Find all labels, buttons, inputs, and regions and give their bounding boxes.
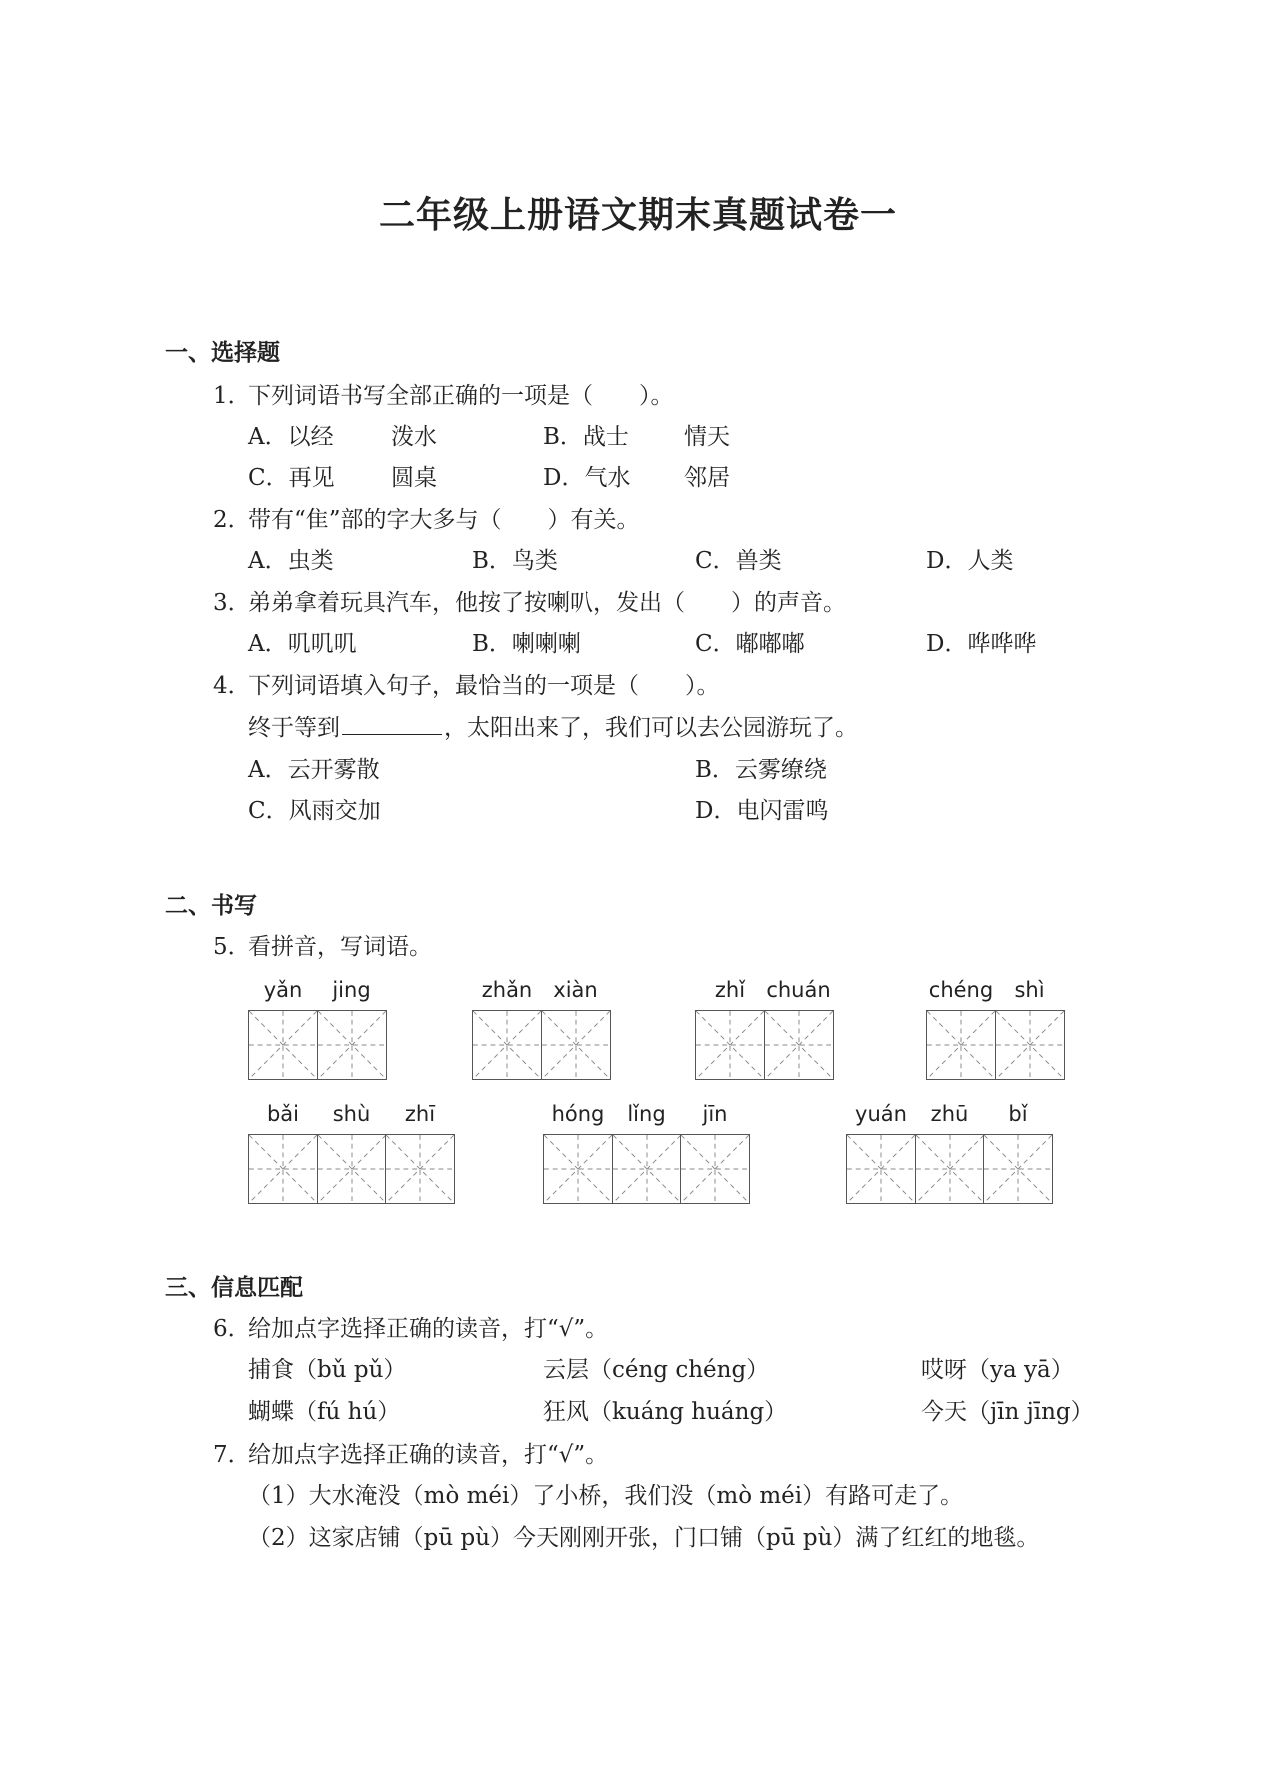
writing-grid-group <box>472 977 611 1080</box>
section-2-heading-row <box>0 891 1276 921</box>
writing-cell <box>764 977 834 1080</box>
option-label: D． <box>543 465 585 491</box>
reading-choice-item: 蝴蝶（fú hú） <box>248 1399 401 1425</box>
question-5 <box>0 932 1276 962</box>
writing-grid-group <box>695 977 834 1080</box>
pinyin: zhī <box>404 1102 436 1126</box>
writing-cell <box>612 1101 682 1204</box>
pinyin: zhǎn <box>481 978 533 1002</box>
option-c-word-2: 圆桌 <box>391 465 437 491</box>
option-label: C． <box>248 465 289 491</box>
option-d <box>926 629 1036 659</box>
q4-options-row-2 <box>0 796 1276 826</box>
option-text: 虫类 <box>287 548 334 574</box>
q4-sentence <box>0 712 1276 742</box>
option-label: A． <box>248 631 288 657</box>
pinyin: jing <box>332 978 371 1002</box>
tianzige-guide-lines <box>473 1011 541 1079</box>
writing-box <box>926 1010 996 1080</box>
option-label: D． <box>695 798 737 824</box>
question-text: 给加点字选择正确的读音，打“√”。 <box>248 1316 609 1342</box>
writing-box <box>846 1134 916 1204</box>
pinyin: zhū <box>930 1102 969 1126</box>
writing-cell <box>543 1101 613 1204</box>
exam-title: 二年级上册语文期末真题试卷一 <box>378 195 897 236</box>
writing-box <box>543 1134 613 1204</box>
writing-cell <box>317 977 387 1080</box>
writing-cell <box>472 977 542 1080</box>
q3-options <box>0 629 1276 659</box>
tianzige-guide-lines <box>544 1135 612 1203</box>
option-label: C． <box>695 548 736 574</box>
option-word-1: 再见 <box>288 465 335 491</box>
option-d <box>695 796 828 826</box>
q1-options-row-2 <box>0 463 1276 493</box>
option-b <box>695 755 827 785</box>
tianzige-guide-lines <box>696 1011 764 1079</box>
option-a <box>248 755 380 785</box>
question-4 <box>0 671 1276 701</box>
q2-options <box>0 546 1276 576</box>
q6-items-row-1 <box>0 1355 1276 1385</box>
question-number: 7． <box>213 1442 251 1468</box>
tianzige-guide-lines <box>249 1011 317 1079</box>
section-heading-matching: 三、信息匹配 <box>165 1275 303 1301</box>
pinyin: xiàn <box>553 978 598 1002</box>
question-3 <box>0 588 1276 618</box>
tianzige-guide-lines <box>984 1135 1052 1203</box>
pinyin: shù <box>332 1102 371 1126</box>
option-text: 叽叽叽 <box>287 631 357 657</box>
question-number: 6． <box>213 1316 251 1342</box>
writing-grid-group <box>926 977 1065 1080</box>
writing-cell <box>695 977 765 1080</box>
writing-box <box>983 1134 1053 1204</box>
writing-box <box>317 1134 387 1204</box>
section-heading-choice: 一、选择题 <box>165 340 280 366</box>
pinyin: jīn <box>702 1102 728 1126</box>
writing-box <box>680 1134 750 1204</box>
option-c <box>695 546 782 576</box>
option-text: 嘟嘟嘟 <box>735 631 805 657</box>
writing-cell <box>846 1101 916 1204</box>
q7-item-2 <box>0 1523 1276 1553</box>
writing-cell <box>915 1101 985 1204</box>
option-c <box>695 629 805 659</box>
question-text: 带有“隹”部的字大多与（ ）有关。 <box>248 507 640 533</box>
writing-cell <box>317 1101 387 1204</box>
reading-choice-item: 哎呀（ya yā） <box>921 1357 1074 1383</box>
tianzige-guide-lines <box>318 1135 386 1203</box>
pinyin: chuán <box>766 978 831 1002</box>
option-c <box>248 463 335 493</box>
tianzige-guide-lines <box>927 1011 995 1079</box>
question-number: 2． <box>213 507 251 533</box>
option-label: C． <box>695 631 736 657</box>
option-text: 云雾缭绕 <box>734 757 827 783</box>
option-text: 人类 <box>967 548 1014 574</box>
writing-grid-group <box>248 977 387 1080</box>
option-word-1: 以经 <box>287 424 334 450</box>
question-6 <box>0 1314 1276 1344</box>
writing-cell <box>926 977 996 1080</box>
pinyin: yǎn <box>263 978 303 1002</box>
section-3-heading-row <box>0 1273 1276 1303</box>
question-number: 1． <box>213 383 251 409</box>
option-text: 喇喇喇 <box>511 631 581 657</box>
option-d-word-2: 邻居 <box>684 465 730 491</box>
writing-cell <box>680 1101 750 1204</box>
question-text: 下列词语书写全部正确的一项是（ ）。 <box>248 383 674 409</box>
q1-options-row-1 <box>0 422 1276 452</box>
writing-grid-group <box>846 1101 1053 1204</box>
option-a <box>248 422 334 452</box>
writing-box <box>764 1010 834 1080</box>
tianzige-guide-lines <box>318 1011 386 1079</box>
q6-items-row-2 <box>0 1397 1276 1427</box>
option-text: 哗哗哗 <box>967 631 1037 657</box>
pinyin: bǎi <box>266 1102 300 1126</box>
option-label: D． <box>926 631 968 657</box>
option-text: 鸟类 <box>511 548 558 574</box>
writing-box <box>385 1134 455 1204</box>
sentence-item: （2）这家店铺（pū pù）今天刚刚开张，门口铺（pū pù）满了红红的地毯。 <box>248 1525 1040 1551</box>
option-word-1: 气水 <box>584 465 631 491</box>
option-b <box>543 422 629 452</box>
option-text: 兽类 <box>735 548 782 574</box>
tianzige-guide-lines <box>249 1135 317 1203</box>
tianzige-guide-lines <box>847 1135 915 1203</box>
question-1 <box>0 381 1276 411</box>
pinyin: lǐng <box>627 1102 666 1126</box>
option-label: A． <box>248 548 288 574</box>
option-a <box>248 629 357 659</box>
writing-box <box>915 1134 985 1204</box>
option-b <box>472 629 581 659</box>
pinyin: hóng <box>551 1102 605 1126</box>
writing-box <box>995 1010 1065 1080</box>
reading-choice-item: 云层（céng chéng） <box>543 1357 770 1383</box>
option-label: A． <box>248 424 288 450</box>
option-text: 云开雾散 <box>287 757 380 783</box>
option-a-word-2: 泼水 <box>391 424 437 450</box>
section-heading-writing: 二、书写 <box>165 893 257 919</box>
pinyin: chéng <box>928 978 994 1002</box>
tianzige-guide-lines <box>386 1135 454 1203</box>
sentence-item: （1）大水淹没（mò méi）了小桥，我们没（mò méi）有路可走了。 <box>248 1483 964 1509</box>
option-label: A． <box>248 757 288 783</box>
writing-box <box>612 1134 682 1204</box>
question-2 <box>0 505 1276 535</box>
question-text: 看拼音，写词语。 <box>248 934 432 960</box>
fill-in-sentence <box>248 712 858 743</box>
sentence-after: ，太阳出来了，我们可以去公园游玩了。 <box>444 715 858 741</box>
writing-cell <box>541 977 611 1080</box>
reading-choice-item: 狂风（kuáng huáng） <box>543 1399 788 1425</box>
question-number: 3． <box>213 590 251 616</box>
writing-grid-group <box>543 1101 750 1204</box>
option-d <box>543 463 630 493</box>
writing-cell <box>995 977 1065 1080</box>
option-c <box>248 796 381 826</box>
pinyin: yuán <box>855 1102 907 1126</box>
option-b-word-2: 情天 <box>684 424 730 450</box>
option-label: B． <box>543 424 583 450</box>
question-7 <box>0 1440 1276 1470</box>
option-b <box>472 546 558 576</box>
question-text: 弟弟拿着玩具汽车，他按了按喇叭，发出（ ）的声音。 <box>248 590 846 616</box>
writing-box <box>472 1010 542 1080</box>
writing-grid-group <box>248 1101 455 1204</box>
section-1-heading-row <box>0 338 1276 368</box>
question-text: 给加点字选择正确的读音，打“√”。 <box>248 1442 609 1468</box>
option-label: B． <box>472 548 512 574</box>
option-text: 风雨交加 <box>288 798 381 824</box>
option-word-1: 战士 <box>582 424 629 450</box>
option-a <box>248 546 334 576</box>
reading-choice-item: 捕食（bǔ pǔ） <box>248 1357 407 1383</box>
fill-blank-line <box>342 712 442 735</box>
writing-cell <box>248 1101 318 1204</box>
pinyin: shì <box>1014 978 1045 1002</box>
tianzige-guide-lines <box>681 1135 749 1203</box>
writing-box <box>248 1134 318 1204</box>
pinyin: zhǐ <box>714 978 746 1002</box>
writing-box <box>248 1010 318 1080</box>
tianzige-guide-lines <box>916 1135 984 1203</box>
writing-cell <box>248 977 318 1080</box>
writing-box <box>695 1010 765 1080</box>
option-label: C． <box>248 798 289 824</box>
writing-box <box>541 1010 611 1080</box>
writing-cell <box>983 1101 1053 1204</box>
tianzige-guide-lines <box>613 1135 681 1203</box>
reading-choice-item: 今天（jīn jīng） <box>921 1399 1094 1425</box>
question-text: 下列词语填入句子，最恰当的一项是（ ）。 <box>248 673 720 699</box>
question-number: 5． <box>213 934 251 960</box>
sentence-before: 终于等到 <box>248 715 340 741</box>
option-label: B． <box>472 631 512 657</box>
q7-item-1 <box>0 1481 1276 1511</box>
option-label: B． <box>695 757 735 783</box>
option-text: 电闪雷鸣 <box>736 798 829 824</box>
q4-options-row-1 <box>0 755 1276 785</box>
pinyin: bǐ <box>1008 1102 1028 1126</box>
option-d <box>926 546 1013 576</box>
option-label: D． <box>926 548 968 574</box>
question-number: 4． <box>213 673 251 699</box>
tianzige-guide-lines <box>996 1011 1064 1079</box>
tianzige-guide-lines <box>542 1011 610 1079</box>
writing-cell <box>385 1101 455 1204</box>
tianzige-guide-lines <box>765 1011 833 1079</box>
writing-box <box>317 1010 387 1080</box>
